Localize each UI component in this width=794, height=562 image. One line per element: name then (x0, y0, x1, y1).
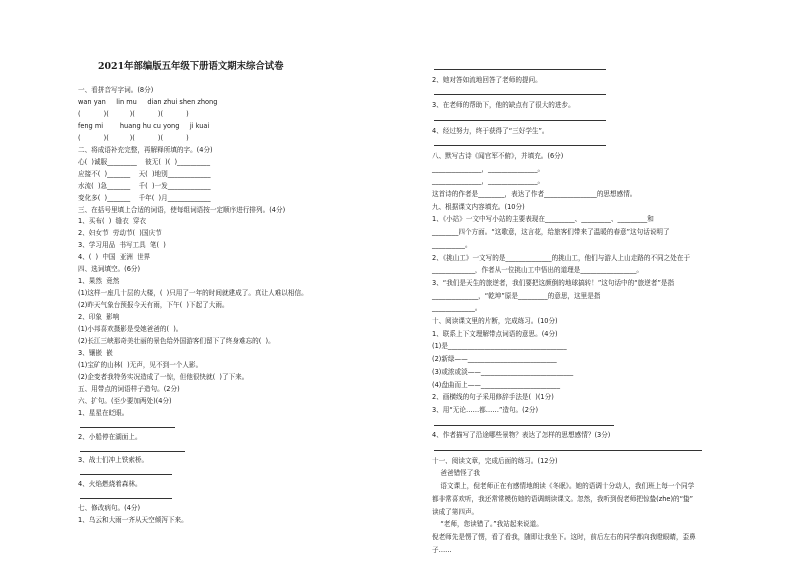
right-line: 倪老师先是愣了愣，看了看我，随即让我坐下。这时，前后左右的同学都向我瞪眼睛，歪鼻 (432, 532, 696, 541)
left-line: 4、火焰燃烧着森林。 (78, 480, 142, 489)
answer-line (434, 94, 606, 95)
right-line: 读成了第四声。 (432, 507, 479, 516)
right-line: (3)或浓或淡——____________________________ (432, 367, 574, 376)
left-line: (2)企变者我特务实况造成了一惊，但他很快就( )了下来。 (78, 372, 249, 381)
right-line: 3、在老师的帮助下，他的缺点有了很大的进步。 (432, 101, 575, 110)
right-line: 2、《挑山工》一文写的是______________的挑山工，他们与游人上山走路的不同之处在于 (432, 253, 691, 262)
right-line: 十一、阅读文章，完成后面的练习。(12分) (432, 456, 558, 465)
page-title: 2021年部编版五年级下册语文期末综合试卷 (98, 61, 284, 72)
left-line: 1、星星在眨眼。 (78, 408, 129, 417)
right-line: ______________，“乾坤”原是_________的意思，这里是指 (432, 291, 601, 300)
left-line: 应接不( )_______ 天( )地别_____________ (78, 169, 211, 178)
right-line: 子…… (432, 545, 452, 554)
left-line: 3、战士们冲上铁索桥。 (78, 456, 149, 465)
answer-line (80, 451, 185, 452)
right-line: 3、“我们是天生的旅逆者，我们要把这颜倒的地球搞转！”这句话中的“旅逆者”是指 (432, 278, 675, 287)
left-line: ( )( )( )( ) (78, 109, 189, 118)
right-line: 4、作者描写了沿途哪些景物？表达了怎样的思想感情？(3分) (432, 431, 611, 440)
right-line: __________。 (432, 240, 472, 249)
right-line: 爸爸错怪了我 (432, 469, 480, 478)
right-line: 都非常喜欢听，我还常常模仿她的语调朗读课文。忽然，我听到倪老师把惊蛰(zhe)的“蛰” (432, 494, 694, 503)
left-line: 六、扩句。(至少要加两处)(4分) (78, 396, 172, 405)
left-line: wan yan lin mu dian zhui shen zhong (78, 97, 218, 106)
right-line: (2)新绿——___________________________ (432, 355, 557, 364)
right-line: 九、根据课文内容填充。(10分) (432, 202, 525, 211)
right-line: 1、《小站》一文中写小站的主要表现在_________、_________、_________和 (432, 215, 654, 224)
left-line: 心( )诚服_________ 彼无( )( )__________ (78, 157, 211, 166)
right-line: ________四个方面。“这歌意，这言花，给旅客们带来了温暖的春意”这句话说明了 (432, 228, 670, 237)
answer-line (434, 120, 606, 121)
left-line: (1)宝矿的山林( )无声，见不到一个人影。 (78, 360, 203, 369)
answer-line (80, 427, 175, 428)
left-line: 七、修改病句。(4分) (78, 504, 141, 513)
left-line: 2、印象 影响 (78, 313, 120, 322)
left-line: 1、买布( ) 缝衣 穿衣 (78, 217, 147, 226)
right-line: _____________，作者从一位挑山工中悟出的道理是_________________。 (432, 266, 643, 275)
left-line: 五、用带点的词语样子造句。(2分) (78, 384, 180, 393)
answer-line (434, 145, 606, 146)
left-line: (2)长江三峡那奇美壮丽的景色给外国游客们留下了终身难忘的( )。 (78, 336, 275, 345)
right-line: 1、联系上下文理解带点词语的意思。(4分) (432, 329, 558, 338)
left-line: 4、( ) 中国 亚洲 世界 (78, 253, 151, 262)
left-line: feng mi huang hu cu yong ji kuai (78, 121, 210, 130)
right-line: 2、她对答如流地回答了老师的提问。 (432, 75, 542, 84)
right-line: _____________。 (432, 304, 482, 313)
left-line: 水流( )急_______ 千( )一发_____________ (78, 181, 211, 190)
left-line: 2、妇女节 劳动节( )国庆节 (78, 229, 162, 238)
answer-line (80, 474, 172, 475)
answer-line (434, 425, 614, 426)
right-line: 八、默写古诗《闻官军不俯》，并填充。(6分) (432, 151, 564, 160)
left-line: 1、乌云和大雨一齐从天空倾泻下来。 (78, 516, 188, 525)
answer-line (434, 450, 702, 451)
left-line: 3、学习用品 书写工具 笔( ) (78, 241, 166, 250)
left-line: 2、小船停在湖面上。 (78, 432, 142, 441)
right-line: (4)盘曲而上——________________________ (432, 380, 561, 389)
left-line: 变化多( )_______ 千年( )月_____________ (78, 193, 211, 202)
right-line: “老师，您读错了。”我站起来说道。 (432, 520, 543, 529)
right-line: _______________，_______________。 (432, 164, 545, 173)
left-line: 二、将成语补充完整，再解释所填的字。(4分) (78, 145, 213, 154)
answer-line (80, 498, 172, 499)
right-line: 这首诗的作者是________，表达了作者________________的思想感情。 (432, 190, 637, 198)
right-line: 2、画横线的句子采用修辞手法是( )(1分) (432, 393, 554, 402)
left-line: 3、镶嵌 嵌 (78, 348, 113, 357)
left-line: 1、果然 竟然 (78, 277, 120, 286)
right-line: (1)是____________________________________ (432, 342, 567, 351)
answer-line (434, 69, 606, 70)
left-line: (1)小邦喜欢摄影是受她爸爸的( )。 (78, 325, 183, 333)
right-line: 4、经过努力，终于获得了“三好学生”。 (432, 126, 549, 135)
left-line: (2)昨天气象台预报今天有雨，下午( )下起了大雨。 (78, 301, 229, 310)
right-line: 语文课上，倪老师正在有感情地朗读《冬眠》。她的语调十分动人，我们班上每一个同学 (432, 482, 695, 491)
right-line: 3、用“无论……都……”造句。(2分) (432, 405, 539, 414)
right-line: _______________，_______________。 (432, 177, 545, 186)
left-line: 一、看拼音写字词。(8分) (78, 86, 154, 94)
left-line: (1)这样一座几十层的大楼，( )只用了一年的时间就建成了。真让人难以相信。 (78, 289, 308, 298)
left-line: ( )( )( )( ) (78, 133, 189, 142)
left-line: 四、选词填空。(6分) (78, 265, 141, 274)
right-line: 十、阅读课文里的片断，完成练习。(10分) (432, 317, 558, 325)
left-line: 三、在括号里填上合适的词语，使每组词语按一定顺序进行排列。(4分) (78, 205, 286, 214)
